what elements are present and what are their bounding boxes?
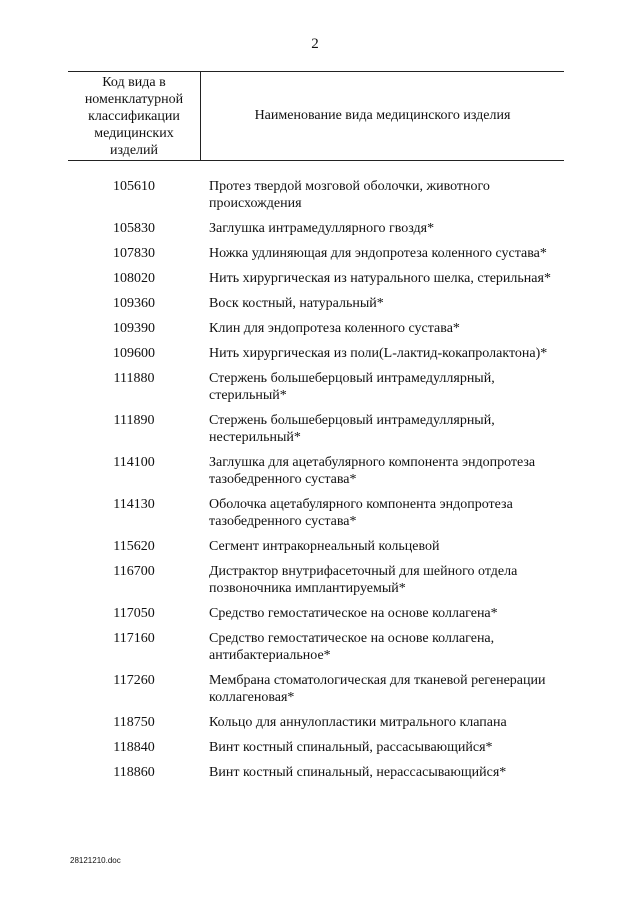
table-row xyxy=(68,714,564,731)
device-name: Клин для эндопротеза коленного сустава* xyxy=(209,321,460,336)
device-code: 118840 xyxy=(113,740,155,755)
device-name: Средство гемостатическое на основе коллагена, антибактериальное* xyxy=(209,631,495,663)
device-code: 109600 xyxy=(113,346,155,361)
device-name: Дистрактор внутрифасеточный для шейного отдела позвоночника имплантируемый* xyxy=(209,564,518,596)
device-name: Винт костный спинальный, рассасывающийся* xyxy=(209,740,493,755)
table-row xyxy=(68,563,564,597)
table-row xyxy=(68,672,564,706)
device-code: 109360 xyxy=(113,296,155,311)
device-name: Ножка удлиняющая для эндопротеза коленного сустава* xyxy=(209,246,547,261)
table-row xyxy=(68,245,564,262)
table-row xyxy=(68,270,564,287)
device-code: 114100 xyxy=(113,455,155,470)
header-name-column: Наименование вида медицинского изделия xyxy=(254,108,511,123)
table-row xyxy=(68,454,564,488)
device-name: Протез твердой мозговой оболочки, животного происхождения xyxy=(209,179,490,211)
table-row xyxy=(68,345,564,362)
table-row xyxy=(68,630,564,664)
device-name: Воск костный, натуральный* xyxy=(209,296,384,311)
device-code: 118860 xyxy=(113,765,155,780)
device-name: Стержень большеберцовый интрамедуллярный, стерильный* xyxy=(209,371,495,403)
device-code: 111890 xyxy=(113,413,155,428)
device-code: 107830 xyxy=(113,246,155,261)
table-row xyxy=(68,739,564,756)
device-name: Мембрана стоматологическая для тканевой регенерации коллагеновая* xyxy=(209,673,546,705)
device-code: 105830 xyxy=(113,221,155,236)
table-row xyxy=(68,412,564,446)
device-code: 108020 xyxy=(113,271,155,286)
device-code: 117260 xyxy=(113,673,155,688)
table-row xyxy=(68,178,564,212)
device-code: 116700 xyxy=(113,564,155,579)
device-name: Нить хирургическая из натурального шелка, стерильная* xyxy=(209,271,551,286)
device-code: 117050 xyxy=(113,606,155,621)
device-name: Нить хирургическая из поли(L-лактид-кокапролактона)* xyxy=(209,346,548,361)
device-name: Стержень большеберцовый интрамедуллярный, нестерильный* xyxy=(209,413,495,445)
table-row xyxy=(68,320,564,337)
table-row xyxy=(68,605,564,622)
page-number: 2 xyxy=(311,36,319,52)
device-code: 105610 xyxy=(113,179,155,194)
device-code: 115620 xyxy=(113,539,155,554)
device-code: 111880 xyxy=(113,371,155,386)
device-code: 117160 xyxy=(113,631,155,646)
device-name: Оболочка ацетабулярного компонента эндопротеза тазобедренного сустава* xyxy=(209,497,513,529)
table-body xyxy=(68,178,564,789)
table-row xyxy=(68,764,564,781)
file-name-footer: 28121210.doc xyxy=(70,856,121,865)
device-code: 114130 xyxy=(113,497,155,512)
table-row xyxy=(68,496,564,530)
device-name: Заглушка для ацетабулярного компонента эндопротеза тазобедренного сустава* xyxy=(209,455,536,487)
table-row xyxy=(68,538,564,555)
table-header xyxy=(68,71,564,161)
device-name: Средство гемостатическое на основе коллагена* xyxy=(209,606,498,621)
device-code: 109390 xyxy=(113,321,155,336)
header-code-column: Код вида в номенклатурной классификации медицинских изделий xyxy=(68,72,201,160)
device-name: Кольцо для аннулопластики митрального клапана xyxy=(209,715,507,730)
table-row xyxy=(68,370,564,404)
device-name: Сегмент интракорнеальный кольцевой xyxy=(209,539,440,554)
device-code: 118750 xyxy=(113,715,155,730)
table-row xyxy=(68,295,564,312)
table-row xyxy=(68,220,564,237)
device-name: Винт костный спинальный, нерассасывающийся* xyxy=(209,765,507,780)
device-name: Заглушка интрамедуллярного гвоздя* xyxy=(209,221,435,236)
